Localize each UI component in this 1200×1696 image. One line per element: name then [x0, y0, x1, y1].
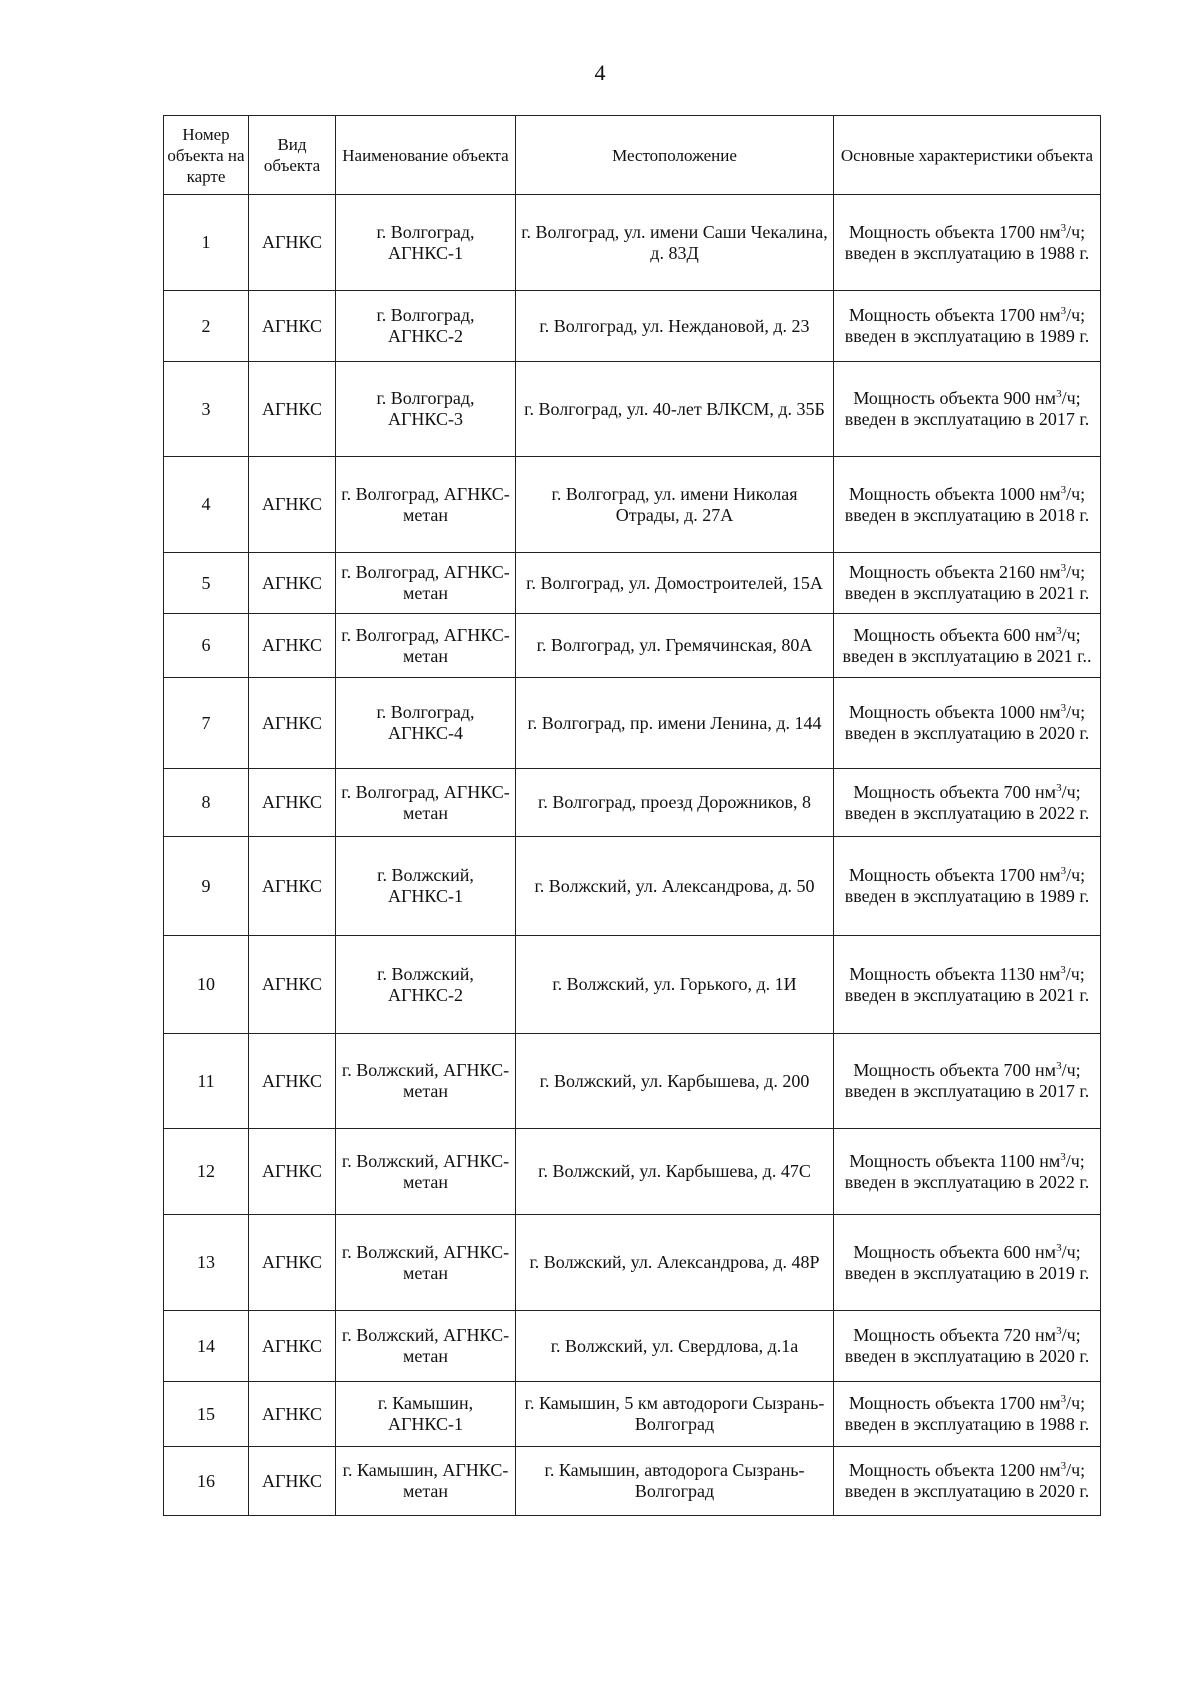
cell-type: АГНКС: [249, 362, 336, 457]
cell-name: г. Волгоград, АГНКС-1: [336, 195, 516, 291]
commission-text: /ч; введен в эксплуатацию в 1989 г.: [844, 305, 1090, 346]
power-superscript: 3: [1060, 305, 1067, 317]
cell-characteristics: [834, 614, 1101, 678]
commission-text: /ч; введен в эксплуатацию в 2017 г.: [844, 388, 1090, 429]
cell-number: 3: [164, 362, 249, 457]
power-superscript: 3: [1060, 1393, 1067, 1405]
cell-number: 5: [164, 553, 249, 614]
commission-text: /ч; введен в эксплуатацию в 1988 г.: [844, 1393, 1090, 1434]
table-row: [164, 362, 1101, 457]
cell-characteristics: [834, 837, 1101, 936]
cell-type: АГНКС: [249, 1382, 336, 1447]
power-text: Мощность объекта 1700 нм: [848, 305, 1061, 325]
table-row: [164, 769, 1101, 837]
commission-text: /ч; введен в эксплуатацию в 2021 г..: [842, 624, 1092, 666]
table-row: [164, 936, 1101, 1034]
cell-name: г. Волгоград, АГНКС-метан: [336, 614, 516, 678]
power-superscript: 3: [1056, 388, 1062, 400]
power-superscript: 3: [1056, 1060, 1062, 1072]
power-superscript: 3: [1060, 865, 1067, 877]
cell-type: АГНКС: [249, 936, 336, 1034]
table-body: [164, 195, 1101, 1516]
cell-name: г. Волгоград, АГНКС-2: [336, 291, 516, 362]
commission-text: /ч; введен в эксплуатацию в 1988 г.: [844, 221, 1090, 263]
cell-type: АГНКС: [249, 1129, 336, 1215]
cell-type: АГНКС: [249, 678, 336, 769]
cell-type: АГНКС: [249, 769, 336, 837]
cell-number: 16: [164, 1447, 249, 1516]
cell-number: 1: [164, 195, 249, 291]
power-text: Мощность объекта 1200 нм: [848, 1460, 1061, 1480]
cell-characteristics: [834, 936, 1101, 1034]
cell-number: 14: [164, 1311, 249, 1382]
power-superscript: 3: [1060, 221, 1067, 234]
power-text: Мощность объекта 1000 нм: [848, 702, 1061, 722]
cell-name: г. Волжский, АГНКС-метан: [336, 1215, 516, 1311]
power-text: Мощность объекта 600 нм: [853, 1241, 1057, 1262]
cell-location: г. Волгоград, пр. имени Ленина, д. 144: [516, 678, 834, 769]
power-text: Мощность объекта 700 нм: [853, 1060, 1057, 1080]
power-text: Мощность объекта 2160 нм: [848, 562, 1061, 582]
table-row: [164, 1311, 1101, 1382]
table-row: [164, 1382, 1101, 1447]
commission-text: /ч; введен в эксплуатацию в 2021 г.: [844, 562, 1090, 603]
cell-location: г. Волжский, ул. Свердлова, д.1а: [516, 1311, 834, 1382]
cell-name: г. Волжский, АГНКС-метан: [336, 1129, 516, 1215]
cell-name: г. Волгоград, АГНКС-метан: [336, 553, 516, 614]
table-row: [164, 1447, 1101, 1516]
table-row: [164, 678, 1101, 769]
cell-characteristics: [834, 769, 1101, 837]
cell-type: АГНКС: [249, 1447, 336, 1516]
header-name: Наименование объекта: [336, 116, 516, 195]
cell-characteristics: [834, 1129, 1101, 1215]
objects-table: [163, 115, 1101, 1516]
cell-number: 8: [164, 769, 249, 837]
power-text: Мощность объекта 720 нм: [853, 1325, 1057, 1345]
table-row: [164, 1129, 1101, 1215]
cell-location: г. Волгоград, ул. имени Саши Чекалина, д. 83Д: [516, 195, 834, 291]
cell-type: АГНКС: [249, 291, 336, 362]
table-header: [164, 116, 1101, 195]
power-text: Мощность объекта 1700 нм: [848, 221, 1061, 242]
cell-name: г. Волжский, АГНКС-метан: [336, 1311, 516, 1382]
table-row: [164, 457, 1101, 553]
cell-type: АГНКС: [249, 1034, 336, 1129]
power-superscript: 3: [1060, 483, 1067, 496]
power-superscript: 3: [1056, 781, 1062, 794]
header-number: Номер объекта на карте: [164, 116, 249, 195]
table-row: [164, 837, 1101, 936]
cell-location: г. Волжский, ул. Горького, д. 1И: [516, 936, 834, 1034]
cell-name: г. Волгоград, АГНКС-4: [336, 678, 516, 769]
cell-characteristics: [834, 291, 1101, 362]
cell-name: г. Камышин, АГНКС-1: [336, 1382, 516, 1447]
cell-name: г. Камышин, АГНКС-метан: [336, 1447, 516, 1516]
commission-text: /ч; введен в эксплуатацию в 2020 г.: [844, 1325, 1090, 1366]
power-text: Мощность объекта 900 нм: [853, 388, 1057, 408]
page-number: 4: [594, 60, 606, 85]
commission-text: /ч; введен в эксплуатацию в 2022 г.: [844, 1150, 1090, 1192]
cell-name: г. Волжский, АГНКС-метан: [336, 1034, 516, 1129]
cell-number: 11: [164, 1034, 249, 1129]
cell-characteristics: [834, 678, 1101, 769]
cell-location: г. Волгоград, ул. имени Николая Отрады, д. 27А: [516, 457, 834, 553]
cell-characteristics: [834, 1311, 1101, 1382]
cell-number: 6: [164, 614, 249, 678]
cell-name: г. Волжский, АГНКС-1: [336, 837, 516, 936]
table-row: [164, 614, 1101, 678]
power-text: Мощность объекта 600 нм: [853, 624, 1057, 645]
cell-characteristics: [834, 553, 1101, 614]
cell-type: АГНКС: [249, 553, 336, 614]
cell-type: АГНКС: [249, 837, 336, 936]
cell-name: г. Волгоград, АГНКС-метан: [336, 457, 516, 553]
header-type: Вид объекта: [249, 116, 336, 195]
power-superscript: 3: [1060, 1460, 1067, 1472]
cell-location: г. Волгоград, ул. Гремячинская, 80А: [516, 614, 834, 678]
power-superscript: 3: [1060, 702, 1067, 714]
power-text: Мощность объекта 1000 нм: [848, 483, 1061, 504]
commission-text: /ч; введен в эксплуатацию в 2017 г.: [844, 1060, 1090, 1101]
cell-location: г. Волжский, ул. Александрова, д. 48Р: [516, 1215, 834, 1311]
cell-number: 12: [164, 1129, 249, 1215]
power-superscript: 3: [1056, 1325, 1062, 1337]
cell-characteristics: [834, 1447, 1101, 1516]
commission-text: /ч; введен в эксплуатацию в 1989 г.: [844, 865, 1090, 906]
commission-text: /ч; введен в эксплуатацию в 2020 г.: [844, 702, 1090, 743]
commission-text: /ч; введен в эксплуатацию в 2019 г.: [844, 1241, 1090, 1283]
power-text: Мощность объекта 1700 нм: [848, 1393, 1061, 1413]
power-text: Мощность объекта 1130 нм: [849, 963, 1061, 984]
cell-characteristics: [834, 1215, 1101, 1311]
cell-location: г. Камышин, 5 км автодороги Сызрань-Волгоград: [516, 1382, 834, 1447]
power-superscript: 3: [1060, 562, 1067, 574]
table-row: [164, 291, 1101, 362]
power-superscript: 3: [1056, 1241, 1062, 1254]
table-row: [164, 1034, 1101, 1129]
table-row: [164, 1215, 1101, 1311]
cell-type: АГНКС: [249, 1311, 336, 1382]
cell-name: г. Волгоград, АГНКС-3: [336, 362, 516, 457]
power-text: Мощность объекта 1100 нм: [849, 1150, 1061, 1171]
cell-characteristics: [834, 457, 1101, 553]
commission-text: /ч; введен в эксплуатацию в 2021 г.: [844, 963, 1090, 1005]
cell-location: г. Волгоград, ул. Домостроителей, 15А: [516, 553, 834, 614]
power-superscript: 3: [1056, 624, 1062, 637]
power-superscript: 3: [1060, 1150, 1066, 1163]
cell-location: г. Волгоград, ул. 40-лет ВЛКСМ, д. 35Б: [516, 362, 834, 457]
cell-name: г. Волжский, АГНКС-2: [336, 936, 516, 1034]
cell-location: г. Волжский, ул. Карбышева, д. 200: [516, 1034, 834, 1129]
power-text: Мощность объекта 1700 нм: [848, 865, 1061, 885]
header-row: [164, 116, 1101, 195]
table-row: [164, 553, 1101, 614]
cell-number: 10: [164, 936, 249, 1034]
cell-characteristics: [834, 1382, 1101, 1447]
cell-type: АГНКС: [249, 195, 336, 291]
cell-location: г. Камышин, автодорога Сызрань-Волгоград: [516, 1447, 834, 1516]
cell-location: г. Волгоград, проезд Дорожников, 8: [516, 769, 834, 837]
table-row: [164, 195, 1101, 291]
cell-name: г. Волгоград, АГНКС-метан: [336, 769, 516, 837]
cell-number: 4: [164, 457, 249, 553]
cell-number: 7: [164, 678, 249, 769]
cell-type: АГНКС: [249, 457, 336, 553]
commission-text: /ч; введен в эксплуатацию в 2018 г.: [844, 483, 1090, 525]
cell-characteristics: [834, 1034, 1101, 1129]
power-superscript: 3: [1060, 963, 1066, 976]
cell-type: АГНКС: [249, 1215, 336, 1311]
commission-text: /ч; введен в эксплуатацию в 2022 г.: [844, 781, 1090, 823]
power-text: Мощность объекта 700 нм: [853, 781, 1057, 802]
cell-number: 15: [164, 1382, 249, 1447]
cell-location: г. Волжский, ул. Карбышева, д. 47С: [516, 1129, 834, 1215]
cell-location: г. Волжский, ул. Александрова, д. 50: [516, 837, 834, 936]
cell-location: г. Волгоград, ул. Неждановой, д. 23: [516, 291, 834, 362]
commission-text: /ч; введен в эксплуатацию в 2020 г.: [844, 1460, 1090, 1501]
cell-number: 13: [164, 1215, 249, 1311]
header-characteristics: Основные характеристики объекта: [834, 116, 1101, 195]
header-location: Местоположение: [516, 116, 834, 195]
cell-characteristics: [834, 195, 1101, 291]
cell-number: 2: [164, 291, 249, 362]
cell-type: АГНКС: [249, 614, 336, 678]
cell-characteristics: [834, 362, 1101, 457]
cell-number: 9: [164, 837, 249, 936]
